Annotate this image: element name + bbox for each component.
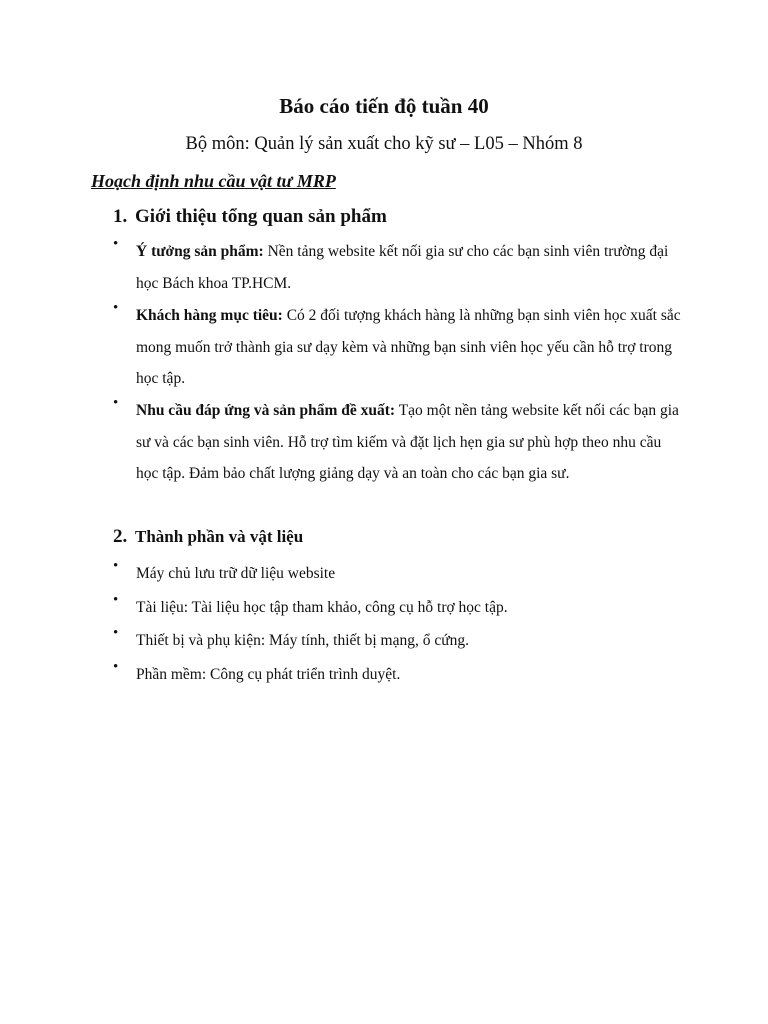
bullet-text: Thiết bị và phụ kiện: Máy tính, thiết bị mạng, ổ cứng. bbox=[136, 632, 469, 649]
bullet-icon: • bbox=[113, 592, 119, 608]
bullet-icon: • bbox=[113, 558, 119, 574]
bullet-icon: • bbox=[113, 236, 119, 252]
heading-text: Thành phần và vật liệu bbox=[135, 527, 304, 546]
bullet-text: Nền tảng website kết nối gia sư cho các bạn sinh viên trường đại học Bách khoa TP.HCM. bbox=[136, 243, 669, 292]
list-item bbox=[113, 395, 683, 490]
list-item bbox=[113, 236, 683, 299]
bullet-label: Khách hàng mục tiêu: bbox=[136, 307, 283, 324]
report-subtitle: Bộ môn: Quản lý sản xuất cho kỹ sư – L05 – Nhóm 8 bbox=[185, 134, 583, 154]
list-item bbox=[113, 592, 683, 623]
bullet-text: Máy chủ lưu trữ dữ liệu website bbox=[136, 565, 336, 582]
bullet-icon: • bbox=[113, 659, 119, 675]
list-item bbox=[113, 558, 683, 589]
heading-part-1 bbox=[113, 203, 387, 231]
list-item bbox=[113, 300, 683, 395]
heading-number: 1. bbox=[113, 206, 128, 227]
bullet-icon: • bbox=[113, 300, 119, 316]
section-heading: Hoạch định nhu cầu vật tư MRP bbox=[91, 171, 336, 191]
bullet-label: Ý tưởng sản phẩm: bbox=[136, 243, 264, 260]
heading-text: Giới thiệu tổng quan sản phẩm bbox=[135, 206, 387, 227]
list-item bbox=[113, 659, 683, 690]
bullet-icon: • bbox=[113, 625, 119, 641]
bullet-text: Tạo một nền tảng website kết nối các bạn gia sư và các bạn sinh viên. Hỗ trợ tìm kiếm và đặt lịch hẹn gia sư phù hợp theo nhu cầu học tập. Đảm bảo chất lượng giảng dạy và an toàn cho các bạn gia sư. bbox=[136, 402, 679, 482]
heading-part-2 bbox=[113, 523, 303, 551]
bullet-text: Có 2 đối tượng khách hàng là những bạn sinh viên học xuất sắc mong muốn trở thành gia sư dạy kèm và những bạn sinh viên học yếu cần hỗ trợ trong học tập. bbox=[136, 307, 681, 387]
bullet-text: Tài liệu: Tài liệu học tập tham khảo, công cụ hỗ trợ học tập. bbox=[136, 599, 508, 616]
heading-number: 2. bbox=[113, 526, 128, 547]
bullet-icon: • bbox=[113, 395, 119, 411]
bullet-label: Nhu cầu đáp ứng và sản phẩm đề xuất: bbox=[136, 402, 396, 419]
report-title: Báo cáo tiến độ tuần 40 bbox=[279, 94, 489, 118]
list-item bbox=[113, 625, 683, 656]
bullet-text: Phần mềm: Công cụ phát triển trình duyệt. bbox=[136, 666, 401, 683]
